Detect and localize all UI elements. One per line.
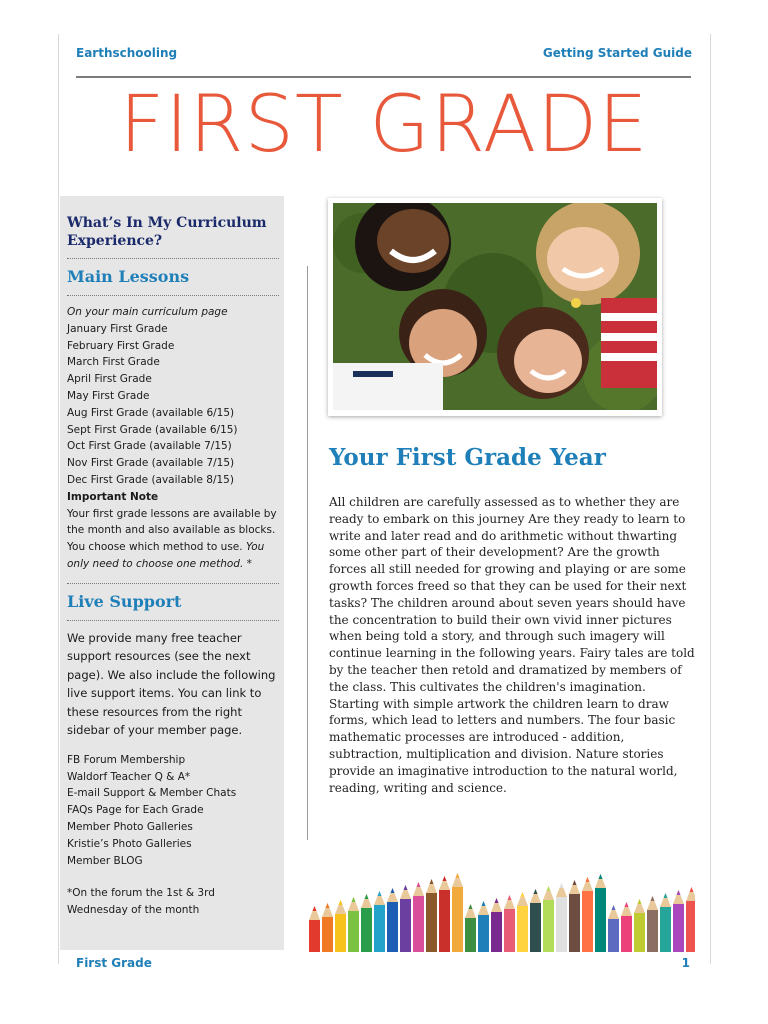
children-photo-frame [328,198,662,416]
pencil-shape [361,894,372,952]
page-number: 1 [681,956,690,970]
children-photo [333,203,657,410]
pencil-shape [478,901,489,952]
list-item[interactable]: FAQs Page for Each Grade [67,804,204,817]
list-item[interactable]: April First Grade [67,373,152,386]
pencil-shape [621,902,632,952]
list-item[interactable]: Dec First Grade (available 8/15) [67,473,234,486]
important-note-heading: Important Note [67,490,159,503]
list-item[interactable]: Sept First Grade (available 6/15) [67,423,238,436]
main-title: Your First Grade Year [329,444,606,471]
sidebar [60,196,284,950]
pencil-shape [413,882,424,952]
list-item[interactable]: Aug First Grade (available 6/15) [67,406,235,419]
main-body: All children are carefully assessed as to whether they are ready to embark on this journey Are they ready to learn to write and later read and do arithmetic without thwarting some other part of their development? Are the growth forces all still needed for growing and playing or are some growth forces freed so that they can be used for their next tasks? The children around about seven years should have the concentration to build their own vivid inner pictures when being told a story, and through such imagery will continue learning in the following years. Fairy tales are told by the teacher then retold and dramatized by members of the class. This cultivates the children's imagination. Starting with simple artwork the children learn to draw forms, which lead to letters and numbers. The four basic mathematic processes are introduced - addition, subtraction, multiplication and division. Nature stories provide an imaginative introduction to the natural world, reading, writing and science. [329,495,695,795]
list-item[interactable]: Nov First Grade (available 7/15) [67,457,235,470]
pencil-shape [387,888,398,952]
pencil-shape [335,900,346,952]
pencil-shape [400,885,411,952]
list-item[interactable]: E-mail Support & Member Chats [67,787,237,800]
pencil-shape [348,897,359,952]
main-lessons-intro: On your main curriculum page [67,306,228,318]
dotted-divider [67,583,279,584]
main-lessons-heading: Main Lessons [67,267,190,286]
header-left: Earthschooling [76,46,178,60]
pencil-shape [595,874,606,952]
page-title: FIRST GRADE [119,80,649,170]
important-note-italic: You only need to choose one method. * [67,541,265,570]
page-border-left [58,34,59,964]
pencil-shape [608,905,619,952]
list-item[interactable]: Waldorf Teacher Q & A* [67,770,191,783]
pencil-shape [374,891,385,952]
pencil-shape [439,876,450,952]
column-divider [307,266,308,840]
pencil-shape [530,889,541,952]
pencil-shape [556,883,567,952]
pencil-shape [504,895,515,952]
pencil-shape [660,893,671,952]
list-item[interactable]: May First Grade [67,389,150,402]
live-support-heading: Live Support [67,591,182,611]
pencil-shape [452,873,463,952]
main-lessons-list [67,304,279,573]
pencil-shape [309,906,320,952]
list-item[interactable]: FB Forum Membership [67,753,186,766]
list-item[interactable]: January First Grade [67,322,168,335]
footer-left: First Grade [76,956,152,970]
pencil-shape [517,892,528,952]
header-rule [76,76,691,78]
pencil-shape [491,898,502,952]
list-item[interactable]: Member Photo Galleries [67,820,193,833]
pencil-shape [582,877,593,952]
pencil-shape [569,880,580,952]
list-item[interactable]: Member BLOG [67,854,143,867]
pencil-shape [465,904,476,952]
header-right: Getting Started Guide [542,46,692,60]
pencil-shape [686,887,695,952]
dotted-divider [67,258,279,259]
pencil-shape [647,896,658,952]
pencil-shape [322,903,333,952]
page-border-right [710,34,711,964]
live-support-list [67,752,279,919]
list-item[interactable]: Kristie’s Photo Galleries [67,837,192,850]
important-note-body: Your first grade lessons are available by the month and also available as blocks. You choose which method to use. [67,507,277,554]
important-note-text [67,506,279,573]
colored-pencils-image [305,852,695,952]
live-support-footnote: *On the forum the 1st & 3rd Wednesday of the month [67,887,215,917]
sidebar-heading: What’s In My Curriculum Experience? [67,215,267,249]
list-item[interactable]: March First Grade [67,356,160,369]
children-photo-image [333,203,657,410]
list-item[interactable]: Oct First Grade (available 7/15) [67,440,232,453]
live-support-paragraph: We provide many free teacher support resources (see the next page). We also include the following live support items. You can link to these resources from the right sidebar of your member page. [67,630,276,738]
pencil-shape [426,879,437,952]
pencil-shape [634,899,645,952]
pencil-shape [543,886,554,952]
pencil-shape [673,890,684,952]
list-item[interactable]: February First Grade [67,339,175,352]
dotted-divider [67,295,279,296]
dotted-divider [67,620,279,621]
colored-pencils-svg [305,852,695,952]
